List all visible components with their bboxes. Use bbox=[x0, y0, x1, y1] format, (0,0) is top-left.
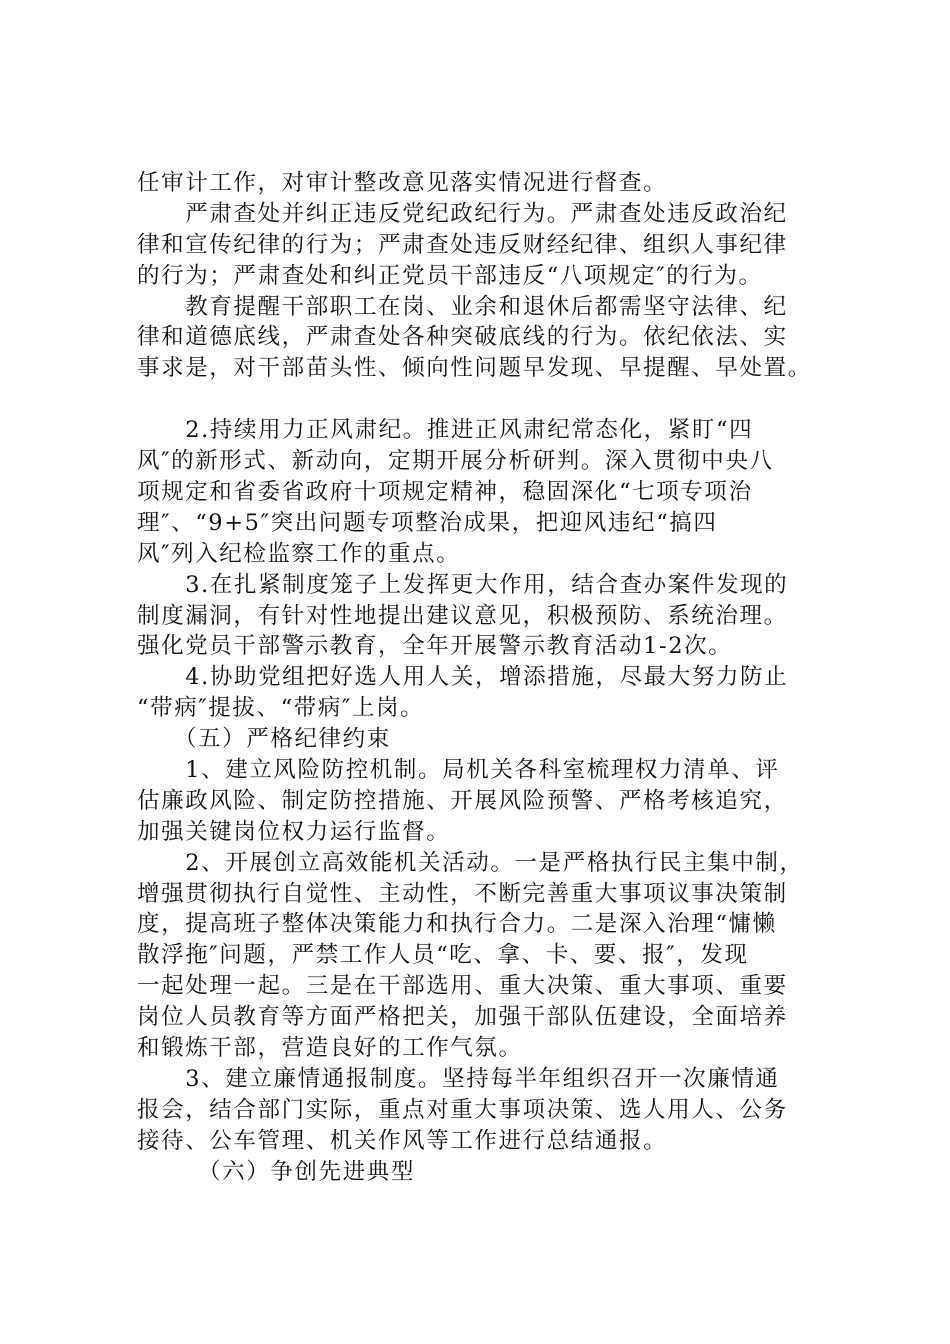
text-line: 加强关键岗位权力运行监督。 bbox=[137, 818, 451, 845]
text-line: 事求是，对干部苗头性、倾向性问题早发现、早提醒、早处置。 bbox=[137, 355, 812, 382]
text-line: 理″、“9+5″突出问题专项整治成果，把迎风违纪“搞四 bbox=[137, 509, 718, 536]
text-line: 增强贯彻执行自觉性、主动性，不断完善重大事项议事决策制 bbox=[137, 880, 788, 907]
text-line: 制度漏洞，有针对性地提出建议意见，积极预防、系统治理。 bbox=[137, 602, 788, 629]
text-line: 4.协助党组把好选人用人关，增添措施，尽最大努力防止 bbox=[137, 664, 789, 691]
text-line: 2、开展创立高效能机关活动。一是严格执行民主集中制， bbox=[137, 849, 804, 876]
text-line: 风″列入纪检监察工作的重点。 bbox=[137, 540, 461, 567]
text-line: 报会，结合部门实际，重点对重大事项决策、选人用人、公务 bbox=[137, 1096, 788, 1123]
text-line: 接待、公车管理、机关作风等工作进行总结通报。 bbox=[137, 1127, 668, 1154]
text-line: 律和道德底线，严肃查处各种突破底线的行为。依纪依法、实 bbox=[137, 324, 788, 351]
text-line: 3.在扎紧制度笼子上发挥更大作用，结合查办案件发现的 bbox=[137, 571, 789, 598]
document-body bbox=[137, 168, 837, 1188]
text-line: 强化党员干部警示教育，全年开展警示教育活动1-2次。 bbox=[137, 633, 733, 660]
text-line: 3、建立廉情通报制度。坚持每半年组织召开一次廉情通 bbox=[137, 1065, 780, 1092]
text-line: 教育提醒干部职工在岗、业余和退休后都需坚守法律、纪 bbox=[137, 293, 788, 320]
text-line: 严肃查处并纠正违反党纪政纪行为。严肃查处违反政治纪 bbox=[137, 200, 788, 227]
text-line: 1、建立风险防控机制。局机关各科室梳理权力清单、评 bbox=[137, 757, 780, 784]
text-line: 项规定和省委省政府十项规定精神，稳固深化“七项专项治 bbox=[137, 479, 753, 506]
section-heading: （六）争创先进典型 bbox=[137, 1158, 415, 1185]
text-line: 任审计工作，对审计整改意见落实情况进行督查。 bbox=[137, 170, 668, 196]
text-line: 2.持续用力正风肃纪。推进正风肃纪常态化，紧盯“四 bbox=[137, 417, 754, 444]
text-line: 散浮拖″问题，严禁工作人员“吃、拿、卡、要、报″，发现 bbox=[137, 942, 749, 969]
text-line: 风″的新形式、新动向，定期开展分析研判。深入贯彻中央八 bbox=[137, 448, 774, 475]
text-line: 度，提高班子整体决策能力和执行合力。二是深入治理“慵懒 bbox=[137, 911, 777, 938]
text-line: 岗位人员教育等方面严格把关，加强干部队伍建设，全面培养 bbox=[137, 1004, 788, 1031]
text-line: 律和宣传纪律的行为；严肃查处违反财经纪律、组织人事纪律 bbox=[137, 231, 788, 258]
text-line: 一起处理一起。三是在干部选用、重大决策、重大事项、重要 bbox=[137, 973, 788, 1000]
text-line: “带病″提拔、“带病″上岗。 bbox=[137, 695, 425, 722]
section-heading: （五）严格纪律约束 bbox=[137, 726, 391, 753]
text-line: 的行为；严肃查处和纠正党员干部违反“八项规定″的行为。 bbox=[137, 262, 763, 289]
text-line: 和锻炼干部，营造良好的工作气氛。 bbox=[137, 1035, 523, 1062]
blank-line bbox=[137, 384, 837, 415]
text-line: 估廉政风险、制定防控措施、开展风险预警、严格考核追究， bbox=[137, 787, 788, 814]
